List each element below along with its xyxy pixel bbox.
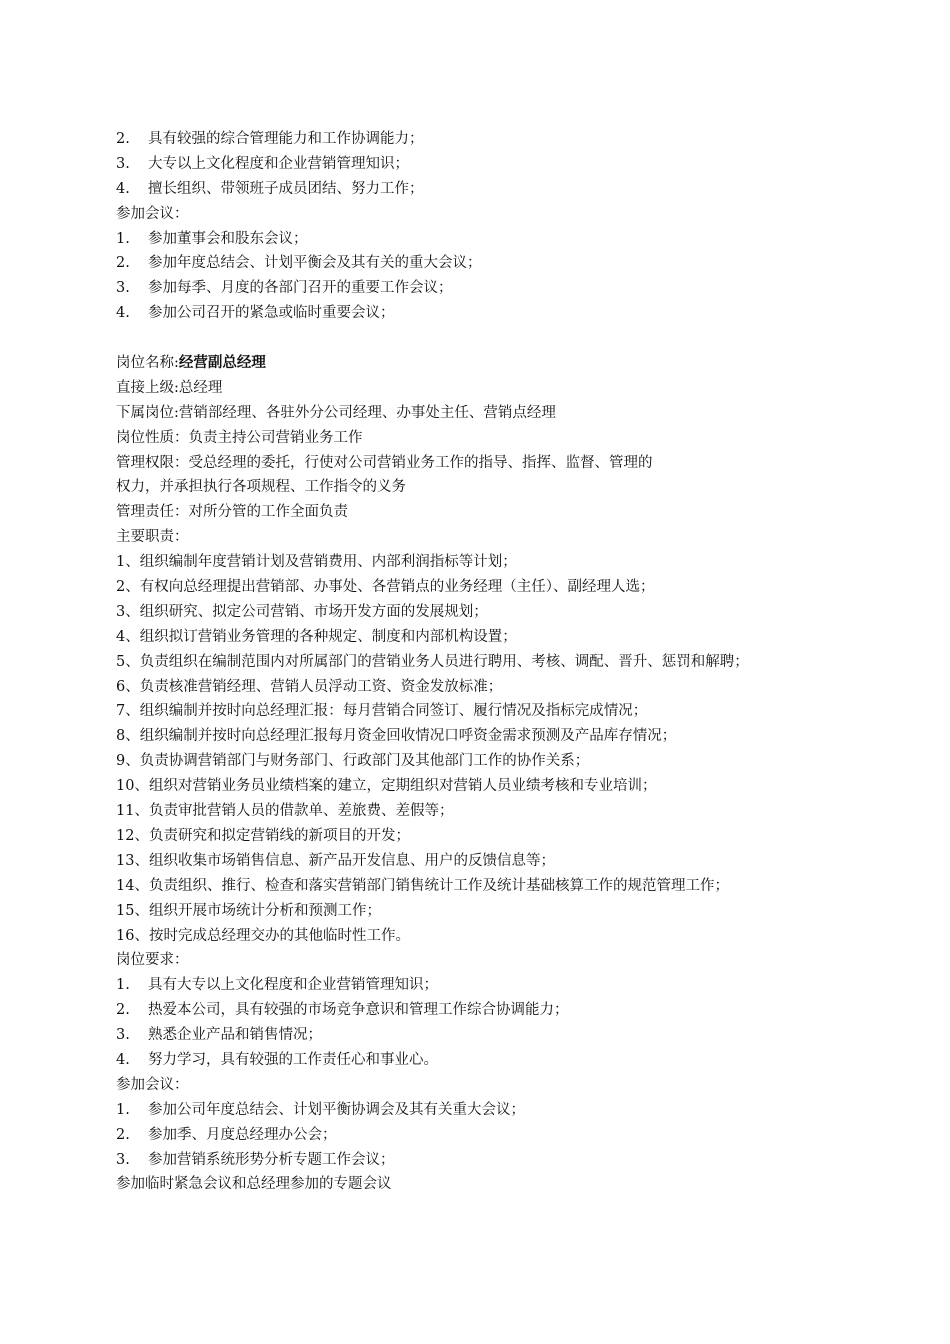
list-item xyxy=(116,1023,916,1048)
duty-item: 9、负责协调营销部门与财务部门、行政部门及其他部门工作的协作关系； xyxy=(116,753,590,770)
item-text: 熟悉企业产品和销售情况； xyxy=(148,1027,322,1044)
item-text: 擅长组织、带领班子成员团结、努力工作； xyxy=(148,180,424,197)
duty-item: 16、按时完成总经理交办的其他临时性工作。 xyxy=(116,927,410,944)
item-number: 1. xyxy=(116,230,130,247)
item-number: 3. xyxy=(116,155,130,172)
duty-item: 1、组织编制年度营销计划及营销费用、内部利润指标等计划； xyxy=(116,554,517,571)
item-number: 2. xyxy=(116,131,130,147)
duty-item: 3、组织研究、拟定公司营销、市场开发方面的发展规划； xyxy=(116,603,488,620)
item-number: 3. xyxy=(116,280,130,297)
item-number: 2. xyxy=(116,1126,130,1143)
meetings-heading: 参加会议： xyxy=(116,1076,189,1093)
item-number: 3. xyxy=(116,1151,130,1168)
item-text: 大专以上文化程度和企业营销管理知识； xyxy=(148,155,409,172)
list-item xyxy=(116,1148,916,1173)
duty-item: 10、组织对营销业务员业绩档案的建立，定期组织对营销人员业绩考核和专业培训； xyxy=(116,778,657,795)
item-text: 参加公司召开的紧急或临时重要会议； xyxy=(148,305,395,322)
item-text: 参加公司年度总结会、计划平衡协调会及其有关重大会议； xyxy=(148,1101,525,1118)
list-item xyxy=(116,152,916,177)
management-authority: 管理权限：受总经理的委托，行使对公司营销业务工作的指导、指挥、监督、管理的 xyxy=(116,454,653,471)
duty-item: 6、负责核准营销经理、营销人员浮动工资、资金发放标准； xyxy=(116,678,503,695)
list-item xyxy=(116,251,916,276)
duty-item: 13、组织收集市场销售信息、新产品开发信息、用户的反馈信息等； xyxy=(116,852,555,869)
item-text: 热爱本公司，具有较强的市场竞争意识和管理工作综合协调能力； xyxy=(148,1002,569,1019)
duty-item: 11、负责审批营销人员的借款单、差旅费、差假等； xyxy=(116,803,454,820)
list-item xyxy=(116,177,916,202)
item-number: 4. xyxy=(116,305,130,322)
item-number: 1. xyxy=(116,977,130,994)
item-text: 具有较强的综合管理能力和工作协调能力； xyxy=(148,131,424,147)
duty-item: 7、组织编制并按时向总经理汇报：每月营销合同签订、履行情况及指标完成情况； xyxy=(116,703,648,720)
list-item xyxy=(116,1123,916,1148)
item-text: 努力学习，具有较强的工作责任心和事业心。 xyxy=(148,1051,438,1068)
duty-item: 5、负责组织在编制范围内对所属部门的营销业务人员进行聘用、考核、调配、晋升、惩罚和解聘； xyxy=(116,653,749,670)
position-title-value: 经营副总经理 xyxy=(178,355,266,372)
subordinate-positions: 下属岗位:营销部经理、各驻外分公司经理、办事处主任、营销点经理 xyxy=(116,404,556,421)
list-item xyxy=(116,998,916,1023)
duties-list xyxy=(116,550,916,948)
management-authority-cont: 权力，并承担执行各项规程、工作指令的义务 xyxy=(116,479,406,496)
list-item xyxy=(116,127,916,152)
item-text: 参加季、月度总经理办公会； xyxy=(148,1126,337,1143)
position-nature: 岗位性质：负责主持公司营销业务工作 xyxy=(116,429,363,446)
position-title-label: 岗位名称: xyxy=(116,355,179,372)
list-item xyxy=(116,973,916,998)
duty-item: 8、组织编制并按时向总经理汇报每月资金回收情况口呼资金需求预测及产品库存情况； xyxy=(116,728,677,745)
management-responsibility: 管理责任：对所分管的工作全面负责 xyxy=(116,504,348,521)
document-body xyxy=(116,127,916,1197)
duty-item: 12、负责研究和拟定营销线的新项目的开发； xyxy=(116,827,410,844)
item-text: 参加年度总结会、计划平衡会及其有关的重大会议； xyxy=(148,255,482,272)
duty-item: 4、组织拟订营销业务管理的各种规定、制度和内部机构设置； xyxy=(116,628,517,645)
item-number: 1. xyxy=(116,1101,130,1118)
item-number: 2. xyxy=(116,255,130,272)
list-item xyxy=(116,227,916,252)
item-number: 2. xyxy=(116,1002,130,1019)
duty-item: 15、组织开展市场统计分析和预测工作； xyxy=(116,902,381,919)
blank-line xyxy=(116,326,916,351)
item-text: 参加每季、月度的各部门召开的重要工作会议； xyxy=(148,280,453,297)
closing-note: 参加临时紧急会议和总经理参加的专题会议 xyxy=(116,1176,392,1193)
position-title xyxy=(116,351,916,376)
requirements-heading: 岗位要求： xyxy=(116,952,189,969)
list-item xyxy=(116,276,916,301)
item-number: 4. xyxy=(116,1051,130,1068)
duty-item: 14、负责组织、推行、检查和落实营销部门销售统计工作及统计基础核算工作的规范管理工作； xyxy=(116,877,729,894)
duty-item: 2、有权向总经理提出营销部、办事处、各营销点的业务经理（主任）、副经理人选； xyxy=(116,579,655,596)
list-item xyxy=(116,1048,916,1073)
item-number: 3. xyxy=(116,1027,130,1044)
item-text: 参加董事会和股东会议； xyxy=(148,230,308,247)
meetings-heading: 参加会议： xyxy=(116,205,189,222)
duties-heading: 主要职责： xyxy=(116,529,189,546)
list-item xyxy=(116,1098,916,1123)
item-text: 参加营销系统形势分析专题工作会议； xyxy=(148,1151,395,1168)
item-number: 4. xyxy=(116,180,130,197)
item-text: 具有大专以上文化程度和企业营销管理知识； xyxy=(148,977,438,994)
direct-superior: 直接上级:总经理 xyxy=(116,379,223,396)
list-item xyxy=(116,301,916,326)
